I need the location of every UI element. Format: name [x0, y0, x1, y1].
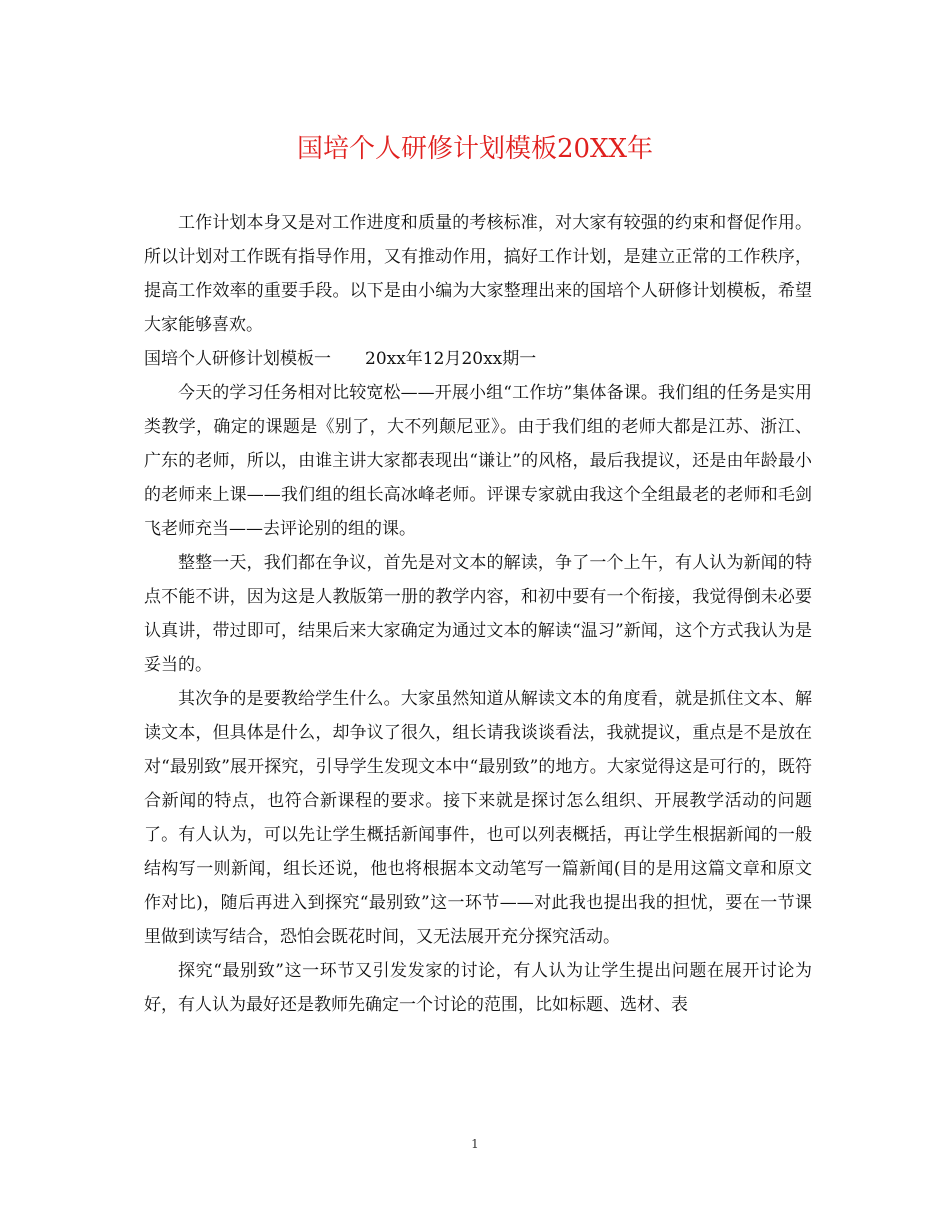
body-paragraph-3: 其次争的是要教给学生什么。大家虽然知道从解读文本的角度看，就是抓住文本、解读文本，但具体是什么，却争议了很久，组长请我谈谈看法，我就提议，重点是不是放在对“最别致”展开探究，引导学生发现文本中“最别致”的地方。大家觉得这是可行的，既符合新闻的特点，也符合新课程的要求。接下来就是探讨怎么组织、开展教学活动的问题了。有人认为，可以先让学生概括新闻事件，也可以列表概括，再让学生根据新闻的一般结构写一则新闻，组长还说，他也将根据本文动笔写一篇新闻(目的是用这篇文章和原文作对比)，随后再进入到探究“最别致”这一环节——对此我也提出我的担忧，要在一节课里做到读写结合，恐怕会既花时间，又无法展开充分探究活动。 — [144, 689, 812, 947]
body-paragraph-1: 今天的学习任务相对比较宽松——开展小组“工作坊”集体备课。我们组的任务是实用类教学，确定的课题是《别了，大不列颠尼亚》。由于我们组的老师大都是江苏、浙江、广东的老师，所以，由谁主讲大家都表现出“谦让”的风格，最后我提议，还是由年龄最小的老师来上课——我们组的组长高冰峰老师。评课专家就由我这个全组最老的老师和毛剑飞老师充当——去评论别的组的课。 — [144, 383, 812, 539]
page-number: 1 — [471, 1137, 479, 1151]
document-title: 国培个人研修计划模板20XX年 — [296, 134, 654, 164]
section-subheading: 国培个人研修计划模板一 20xx年12月20xx期一 — [144, 349, 537, 369]
intro-paragraph: 工作计划本身又是对工作进度和质量的考核标准，对大家有较强的约束和督促作用。所以计划对工作既有指导作用，又有推动作用，搞好工作计划，是建立正常的工作秩序，提高工作效率的重要手段。以下是由小编为大家整理出来的国培个人研修计划模板，希望大家能够喜欢。 — [144, 213, 812, 335]
body-paragraph-4: 探究“最别致”这一环节又引发发家的讨论，有人认为让学生提出问题在展开讨论为好，有人认为最好还是教师先确定一个讨论的范围，比如标题、选材、表 — [144, 961, 812, 1015]
document-body — [144, 206, 812, 1022]
body-paragraph-2: 整整一天，我们都在争议，首先是对文本的解读，争了一个上午，有人认为新闻的特点不能不讲，因为这是人教版第一册的教学内容，和初中要有一个衔接，我觉得倒未必要认真讲，带过即可，结果后来大家确定为通过文本的解读“温习”新闻，这个方式我认为是妥当的。 — [144, 553, 812, 675]
